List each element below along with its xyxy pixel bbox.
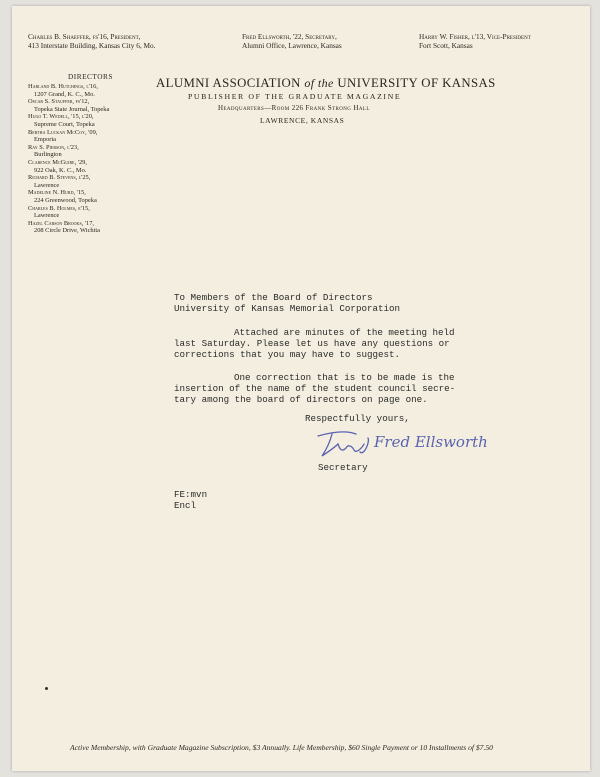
director-item: Hugo T. Wedell, '15, l'20, Supreme Court, Topeka	[28, 113, 95, 128]
footer-text: Active Membership, with Graduate Magazine Subscription, $3 Annually. Life Membership, $60 Single Payment or 10 Installments of $7.50	[70, 743, 493, 752]
letter-page	[12, 6, 590, 771]
president-info	[28, 32, 155, 50]
secretary-info	[242, 32, 342, 50]
director-item: Ray S. Pierson, l'23, Burlington	[28, 143, 79, 159]
enclosure: Encl	[174, 500, 197, 512]
secretary-address: Alumni Office, Lawrence, Kansas	[242, 41, 342, 50]
recipient-line: To Members of the Board of Directors	[174, 292, 373, 303]
director-item: Charles B. Holmes, e'15, Lawrence	[28, 204, 90, 220]
recipient-line: University of Kansas Memorial Corporation	[174, 303, 401, 315]
director-item: Richard B. Stevens, l'25, Lawrence	[28, 174, 91, 189]
paper-mark	[45, 687, 48, 690]
directors-title: DIRECTORS	[68, 72, 113, 81]
vice-president-address: Fort Scott, Kansas	[419, 41, 473, 50]
letterhead-title: ALUMNI ASSOCIATION of the UNIVERSITY OF KANSAS	[156, 76, 496, 90]
directors-list	[28, 83, 109, 235]
signature	[312, 426, 488, 462]
director-item: Clarence McGuire, '29, 922 Oak, K. C., Mo.	[28, 158, 87, 174]
president-name: Charles B. Shaeffer, fs'16, President,	[28, 32, 141, 41]
letterhead-subtitle: PUBLISHER OF THE GRADUATE MAGAZINE	[188, 92, 402, 101]
reference-block	[174, 489, 207, 511]
director-item: Bertha Luckan McCoy, '09, Emporia	[28, 128, 98, 144]
closing: Respectfully yours,	[305, 413, 410, 424]
director-item: Harland B. Hutchings, l'16, 1207 Grand, K. C., Mo.	[28, 83, 98, 98]
director-item: Oscar S. Stauffer, fs'12, Topeka State Journal, Topeka	[28, 98, 110, 113]
vice-president-name: Harry W. Fisher, l'13, Vice-President	[419, 32, 531, 41]
vice-president-info	[419, 32, 531, 50]
letterhead-city: LAWRENCE, KANSAS	[260, 116, 345, 125]
paragraph-1: Attached are minutes of the meeting held last Saturday. Please let us have any questions or corrections that you may have to suggest.	[174, 327, 455, 361]
secretary-name: Fred Ellsworth, '22, Secretary,	[242, 32, 337, 41]
letterhead-headquarters: Headquarters—Room 226 Frank Strong Hall	[218, 104, 370, 112]
initials: FE:mvn	[174, 489, 208, 500]
director-item: Hazel Carson Brooks, '17, 208 Circle Drive, Wichita	[28, 219, 100, 235]
president-address: 413 Interstate Building, Kansas City 6, Mo.	[28, 41, 156, 50]
director-item: Madeline N. Hurd, '15, 224 Greenwood, Topeka	[28, 189, 97, 204]
signature-text: Fred Ellsworth	[374, 433, 488, 451]
signer-title: Secretary	[318, 462, 368, 473]
paragraph-2: One correction that is to be made is the insertion of the name of the student council secre- tary among the board of directors on page one.	[174, 372, 456, 406]
recipient-block	[174, 292, 400, 314]
